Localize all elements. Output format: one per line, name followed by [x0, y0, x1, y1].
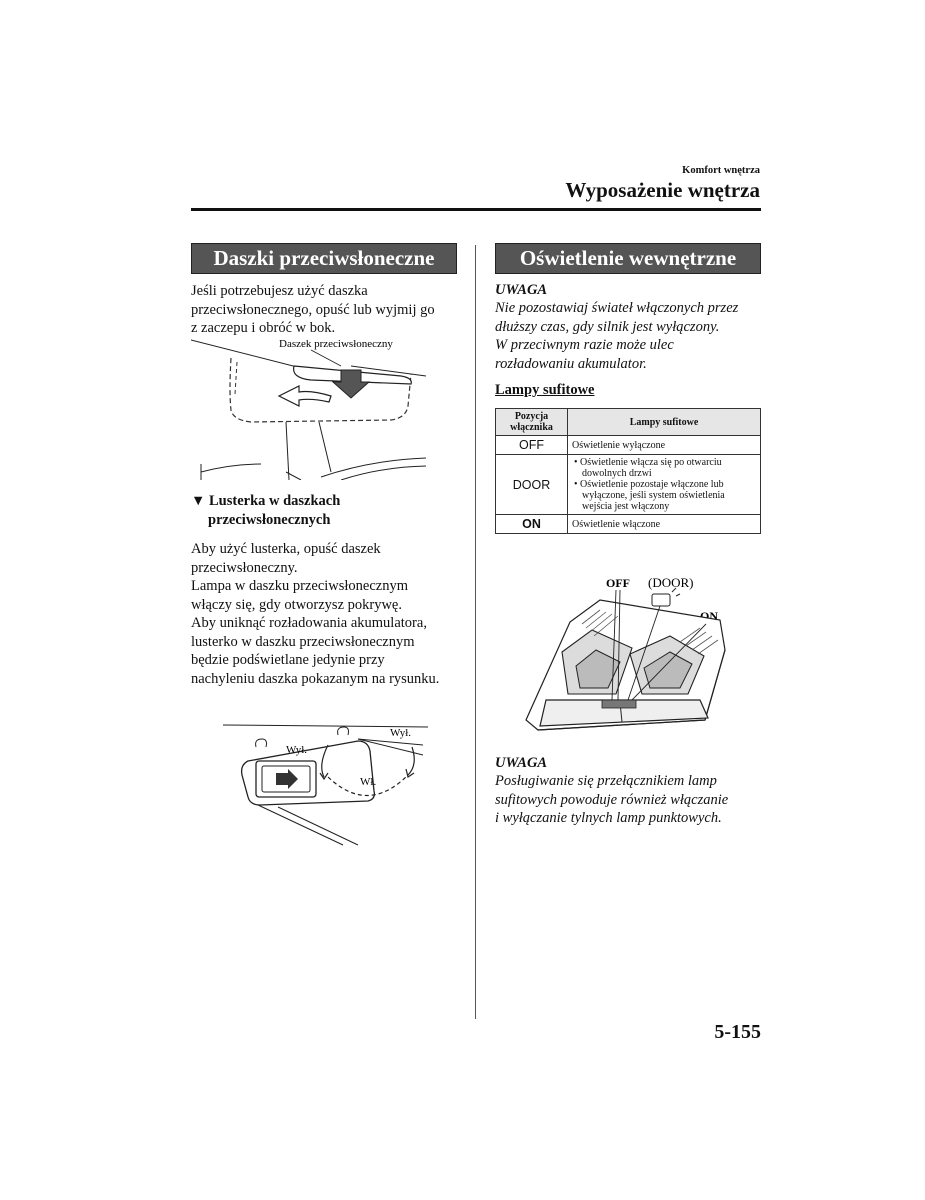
sun-visor-section-title: Daszki przeciwsłoneczne	[191, 243, 457, 274]
table-row	[496, 515, 761, 534]
mirror-subheading-line2: przeciwsłonecznych	[208, 511, 331, 528]
note-line: i wyłączanie tylnych lamp punktowych.	[495, 810, 722, 826]
paragraph-line: przeciwsłoneczny.	[191, 559, 298, 576]
off-label: OFF	[606, 576, 630, 590]
sun-visor-illustration	[191, 332, 466, 480]
paragraph-line: włączy się, gdy otworzysz pokrywę.	[191, 596, 402, 613]
overhead-console-illustration	[520, 570, 745, 745]
header-position: Pozycja włącznika	[496, 409, 568, 436]
note-line: W przeciwnym razie może ulec	[495, 337, 674, 353]
mirror-paragraph	[191, 540, 471, 688]
paragraph-line: lusterko w daszku przeciwsłonecznym	[191, 633, 415, 650]
mirror-subheading-line1: Lusterka w daszkach	[208, 493, 341, 509]
note-line: Nie pozostawiaj świateł włączonych przez	[495, 300, 739, 316]
position-on: ON	[496, 515, 568, 534]
off-label-right: Wył.	[390, 727, 412, 739]
note-line: sufitowych powoduje również włączanie	[495, 791, 729, 808]
paragraph-line: Lampa w daszku przeciwsłonecznym	[191, 578, 409, 594]
intro-line: z zaczepu i obróć w bok.	[191, 320, 336, 336]
vanity-mirror-illustration	[218, 715, 433, 850]
on-label: ON	[700, 609, 718, 623]
table-row	[496, 436, 761, 455]
desc-door	[568, 455, 761, 515]
note-line: Posługiwanie się przełącznikiem lamp	[495, 773, 717, 789]
table-row	[496, 455, 761, 515]
header-rule	[191, 208, 761, 211]
triangle-marker-icon: ▼	[191, 493, 206, 509]
page-section-title: Wyposażenie wnętrza	[565, 178, 760, 202]
position-door: DOOR	[496, 455, 568, 515]
overhead-lights-table	[495, 408, 761, 534]
desc-on: Oświetlenie włączone	[568, 515, 761, 534]
paragraph-line: nachyleniu daszka pokazanym na rysunku.	[191, 670, 440, 687]
paragraph-line: Aby uniknąć rozładowania akumulatora,	[191, 615, 427, 631]
table-header-row	[496, 409, 761, 436]
door-bullet: • Oświetlenie włącza się po otwarciu dowolnych drzwi	[582, 457, 756, 479]
off-label-left: Wył.	[286, 744, 308, 756]
door-label: (DOOR)	[648, 575, 694, 590]
paragraph-line: Aby użyć lusterka, opuść daszek	[191, 541, 381, 557]
note2-body	[495, 772, 765, 828]
position-off: OFF	[496, 436, 568, 455]
note1-title: UWAGA	[495, 282, 548, 298]
header-lamps: Lampy sufitowe	[568, 409, 761, 436]
mirror-subheading	[191, 492, 471, 529]
note1-body	[495, 299, 765, 373]
paragraph-line: będzie podświetlane jedynie przy	[191, 652, 385, 668]
on-label: Wł.	[360, 776, 377, 788]
intro-line: Jeśli potrzebujesz użyć daszka	[191, 283, 368, 299]
overhead-lights-subheading: Lampy sufitowe	[495, 382, 595, 398]
note2-title: UWAGA	[495, 755, 548, 771]
chapter-label: Komfort wnętrza	[682, 165, 760, 176]
sun-visor-label: Daszek przeciwsłoneczny	[279, 338, 393, 350]
page-number: 5-155	[714, 1021, 761, 1043]
intro-line: przeciwsłonecznego, opuść lub wyjmij go	[191, 301, 435, 318]
note-line: rozładowaniu akumulator.	[495, 355, 647, 372]
desc-off: Oświetlenie wyłączone	[568, 436, 761, 455]
sun-visor-intro	[191, 282, 471, 338]
interior-light-section-title: Oświetlenie wewnętrzne	[495, 243, 761, 274]
door-bullet: • Oświetlenie pozostaje włączone lub wyłączone, jeśli system oświetlenia wejścia jest włączony	[582, 479, 756, 512]
note-line: dłuższy czas, gdy silnik jest wyłączony.	[495, 318, 720, 335]
column-divider	[475, 245, 476, 1019]
